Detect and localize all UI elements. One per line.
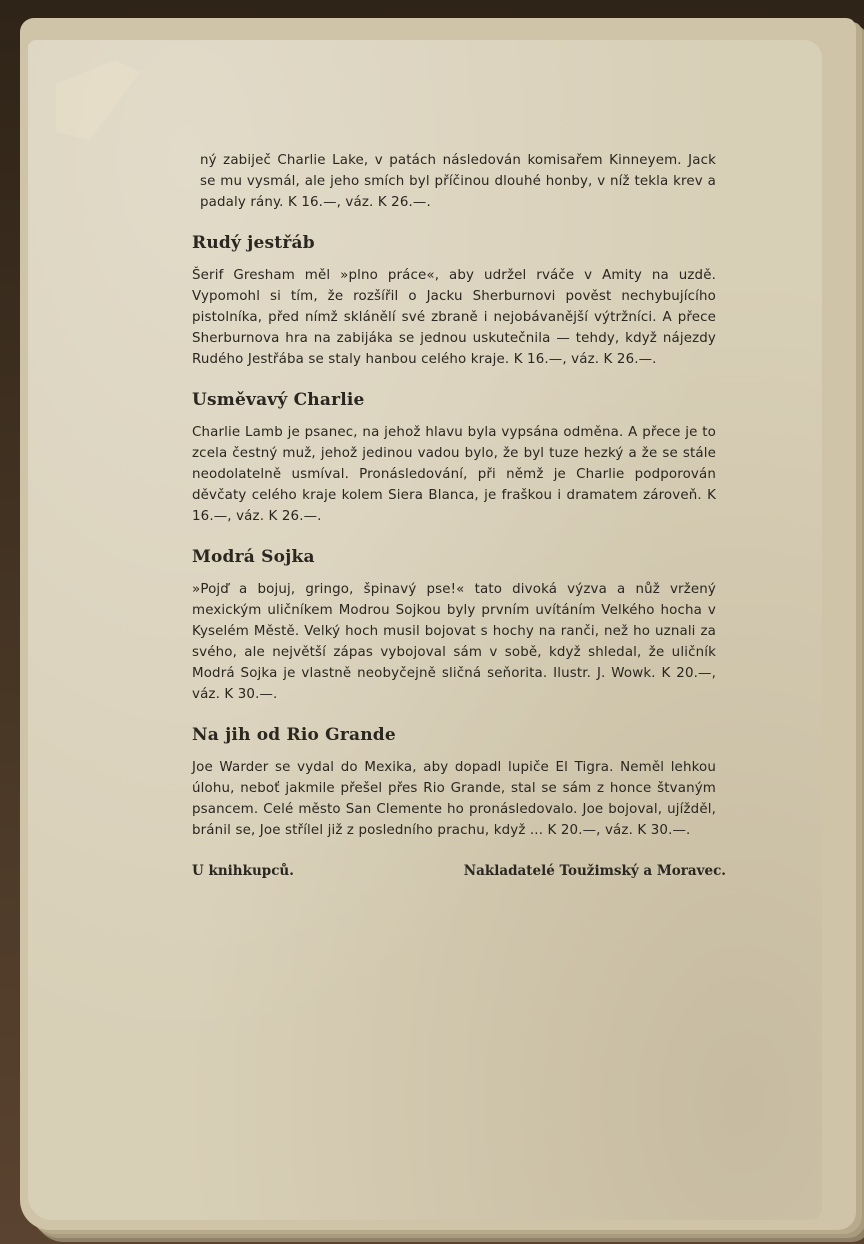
book-entry <box>192 390 716 527</box>
book-entry <box>192 233 716 370</box>
footer <box>192 863 726 879</box>
footer-publisher: Nakladatelé Toužimský a Moravec. <box>463 863 726 879</box>
book-description: »Pojď a bojuj, gringo, špinavý pse!« tato divoká výzva a nůž vržený mexickým uličníkem Modrou Sojkou byly prvním uvítáním Velkého hocha v Kyselém Městě. Velký hoch musil bojovat s hochy na ranči, než ho uznali za svého, ale největší zápas vybojoval sám v sobě, když shledal, že uličník Modrá Sojka je vlastně neobyčejně sličná seňorita. Ilustr. J. Wowk. K 20.—, váz. K 30.—. <box>192 582 716 702</box>
book-title: Modrá Sojka <box>192 547 315 567</box>
book-title: Usměvavý Charlie <box>192 390 365 410</box>
footer-bookshops: U knihkupců. <box>192 863 294 879</box>
book-description: Charlie Lamb je psanec, na jehož hlavu byla vypsána odměna. A přece je to zcela čestný muž, jehož jedinou vadou bylo, že byl tuze hezký a že se stále neodolatelně usmíval. Pronásledování, při němž je Charlie podporován děvčaty celého kraje kolem Siera Blanca, je fraškou i dramatem zároveň. K 16.—, váz. K 26.—. <box>192 425 716 524</box>
intro-paragraph: ný zabiječ Charlie Lake, v patách následován komisařem Kinneyem. Jack se mu vysmál, ale jeho smích byl příčinou dlouhé honby, v níž tekla krev a padaly rány. K 16.—, váz. K 26.—. <box>200 153 716 210</box>
book-description: Joe Warder se vydal do Mexika, aby dopadl lupiče El Tigra. Neměl lehkou úlohu, neboť jakmile přešel přes Rio Grande, stal se sám z honce štvaným psancem. Celé město San Clemente ho pronásledovalo. Joe bojoval, ujížděl, bránil se, Joe střílel již z posledního prachu, když ... K 20.—, váz. K 30.—. <box>192 760 716 838</box>
book-entry <box>192 725 716 841</box>
book-title: Rudý jestřáb <box>192 233 315 253</box>
book-entry <box>192 547 716 705</box>
book-description: Šerif Gresham měl »plno práce«, aby udržel rváče v Amity na uzdě. Vypomohl si tím, že rozšířil o Jacku Sherburnovi pověst nechybujícího pistolníka, před nímž sklánělí své zbraně i nejobávanější výtržníci. A přece Sherburnova hra na zabijáka se jednou uskutečnila — tehdy, když nájezdy Rudého Jestřába se staly hanbou celého kraje. K 16.—, váz. K 26.—. <box>192 268 716 367</box>
book-title: Na jih od Rio Grande <box>192 725 396 745</box>
catalog-text <box>192 150 726 879</box>
